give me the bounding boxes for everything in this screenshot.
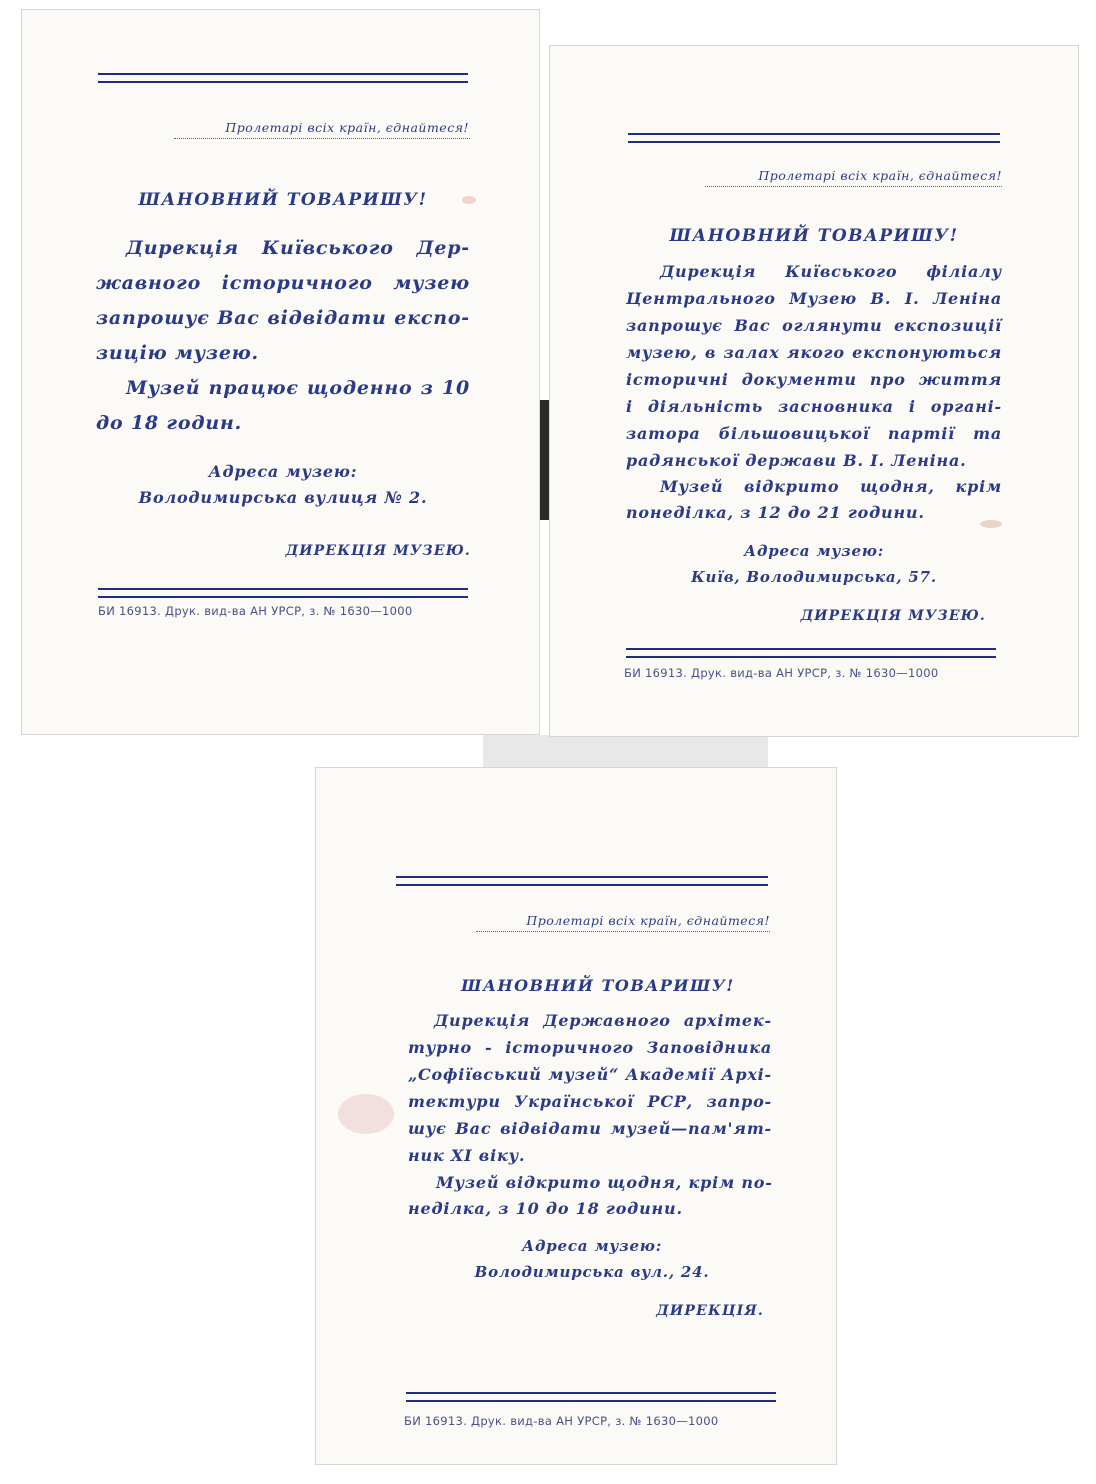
- bottom-rule-2: [98, 596, 468, 598]
- motto-underline: [476, 931, 770, 932]
- bottom-rule: [98, 588, 468, 590]
- signature: ДИРЕКЦІЯ.: [656, 1303, 764, 1319]
- bottom-rule-2: [626, 656, 996, 658]
- body-line: запрошує Вас відвідати експо-: [96, 307, 470, 329]
- body-line: турно - історичного Заповідника: [408, 1038, 772, 1057]
- signature: ДИРЕКЦІЯ МУЗЕЮ.: [800, 608, 986, 624]
- body-line: Музей відкрито щодня, крім: [660, 477, 1002, 496]
- body-line: шує Вас відвідати музей—пам'ят-: [408, 1119, 772, 1138]
- address-label: Адреса музею:: [521, 1237, 663, 1255]
- bottom-rule-2: [406, 1400, 776, 1402]
- greeting: ШАНОВНИЙ ТОВАРИШУ!: [461, 976, 735, 995]
- body-line: Дирекція Київського філіалу: [660, 262, 1002, 281]
- address-label: Адреса музею:: [743, 542, 885, 560]
- invitation-card-sophia-museum: [316, 768, 836, 1464]
- motto: Пролетарі всіх країн, єднайтеся!: [758, 168, 1002, 183]
- address-label: Адреса музею:: [208, 462, 358, 481]
- invitation-card-state-historical-museum: [22, 10, 539, 734]
- body-line: радянської держави В. І. Леніна.: [626, 451, 967, 470]
- body-line: запрошує Вас оглянути експозиції: [626, 316, 1002, 335]
- motto: Пролетарі всіх країн, єднайтеся!: [526, 913, 770, 928]
- imprint: БИ 16913. Друк. вид-ва АН УРСР, з. № 1630—1000: [98, 604, 413, 618]
- signature: ДИРЕКЦІЯ МУЗЕЮ.: [285, 543, 471, 559]
- bottom-rule: [406, 1392, 776, 1394]
- body-line: Музей відкрито щодня, крім по-: [436, 1173, 773, 1192]
- body-line: історичні документи про життя: [626, 370, 1002, 389]
- body-line: зицію музею.: [96, 342, 259, 364]
- top-rule: [98, 73, 468, 75]
- body-line: музею, в залах якого експонуються: [626, 343, 1002, 362]
- body-line: затора більшовицької партії та: [626, 424, 1002, 443]
- body-line: Центрального Музею В. І. Леніна: [626, 289, 1002, 308]
- foxing-stain: [338, 1094, 394, 1134]
- motto: Пролетарі всіх країн, єднайтеся!: [225, 120, 469, 135]
- greeting: ШАНОВНИЙ ТОВАРИШУ!: [669, 226, 959, 246]
- imprint: БИ 16913. Друк. вид-ва АН УРСР, з. № 1630—1000: [624, 666, 939, 680]
- body-line: тектури Української РСР, запро-: [408, 1092, 772, 1111]
- body-line: жавного історичного музею: [96, 272, 470, 294]
- foxing-spot: [462, 196, 476, 204]
- scan-gap-strip-lower: [483, 735, 768, 767]
- body-line: Дирекція Київського Дер-: [126, 237, 470, 259]
- address: Київ, Володимирська, 57.: [691, 568, 937, 586]
- address: Володимирська вулиця № 2.: [138, 488, 428, 507]
- motto-underline: [174, 138, 470, 139]
- motto-underline: [705, 186, 1002, 187]
- body-line: Дирекція Державного архітек-: [434, 1011, 772, 1030]
- foxing-spot: [980, 520, 1002, 528]
- body-line: „Софіївський музей“ Академії Архі-: [408, 1065, 772, 1084]
- top-rule-2: [98, 81, 468, 83]
- body-line: Музей працює щоденно з 10: [126, 377, 470, 399]
- invitation-card-lenin-museum-branch: [550, 46, 1078, 736]
- body-line: понеділка, з 12 до 21 години.: [626, 503, 925, 522]
- body-line: і діяльність засновника і органі-: [626, 397, 1002, 416]
- bottom-rule: [626, 648, 996, 650]
- top-rule-2: [628, 141, 1000, 143]
- body-line: ник XI віку.: [408, 1146, 526, 1165]
- top-rule-2: [396, 884, 768, 886]
- body-line: до 18 годин.: [96, 412, 243, 434]
- address: Володимирська вул., 24.: [474, 1263, 710, 1281]
- top-rule: [628, 133, 1000, 135]
- top-rule: [396, 876, 768, 878]
- greeting: ШАНОВНИЙ ТОВАРИШУ!: [138, 190, 428, 210]
- imprint: БИ 16913. Друк. вид-ва АН УРСР, з. № 1630—1000: [404, 1414, 719, 1428]
- body-line: неділка, з 10 до 18 години.: [408, 1199, 683, 1218]
